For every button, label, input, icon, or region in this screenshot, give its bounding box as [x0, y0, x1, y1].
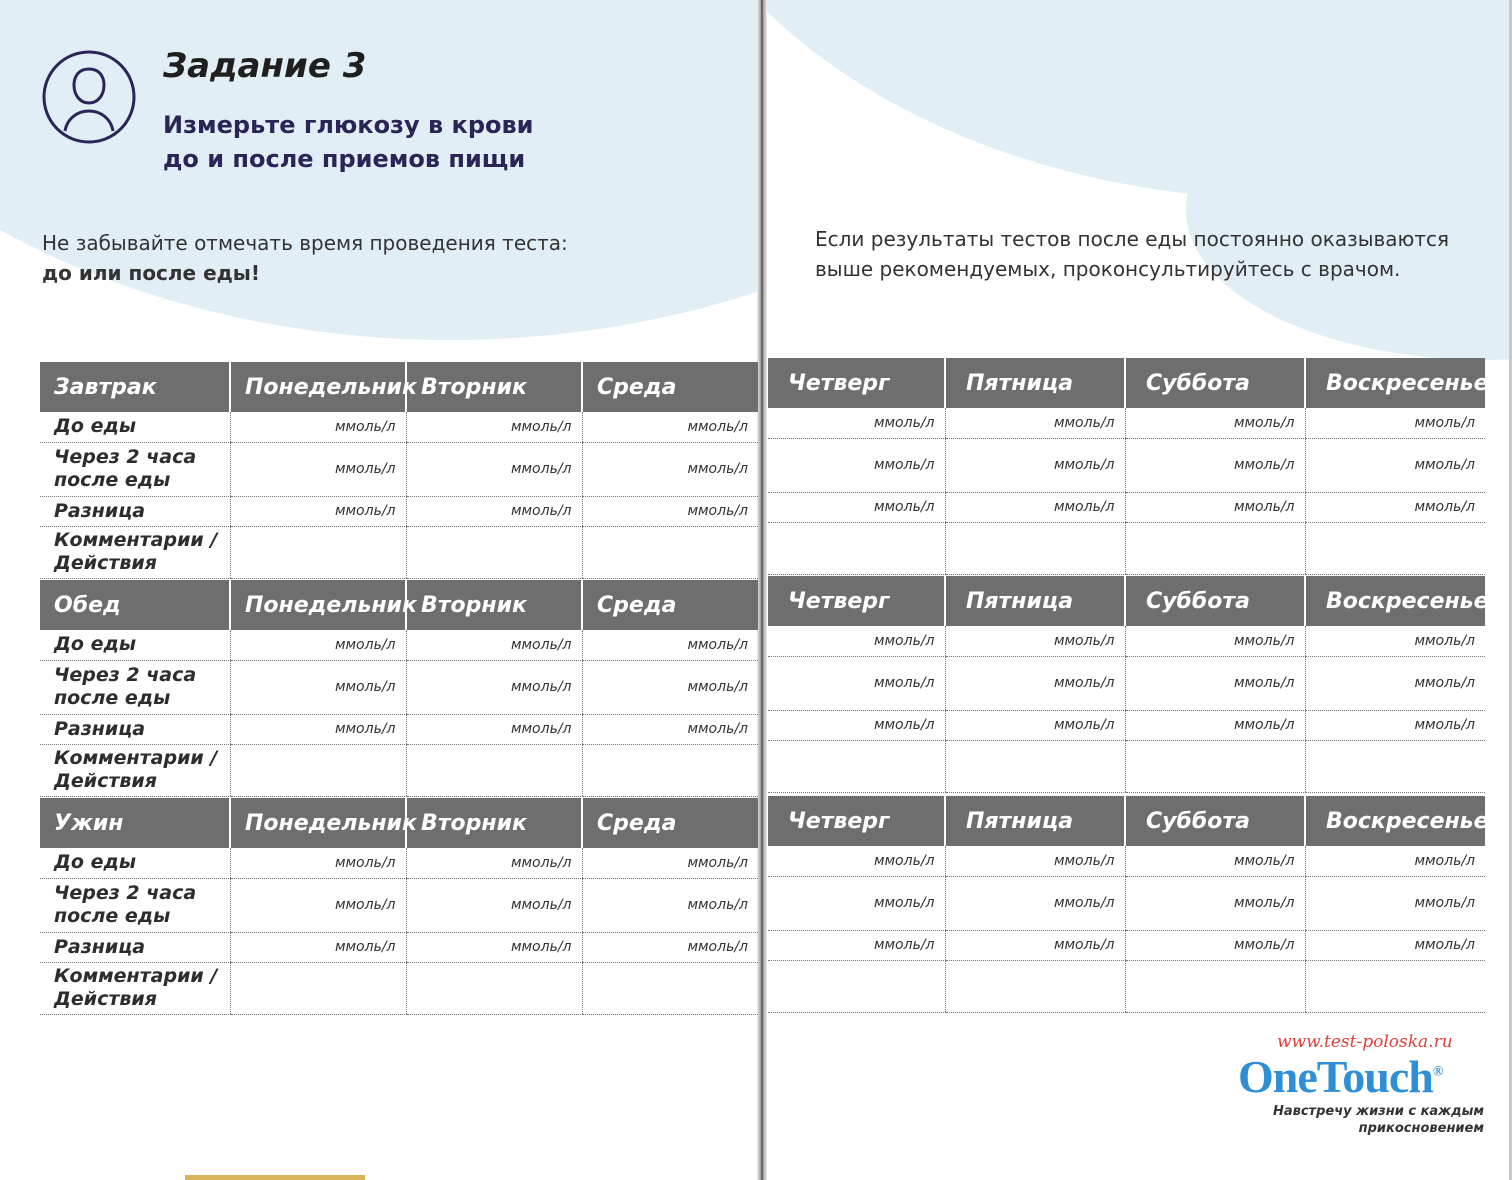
comment-entry-cell[interactable] — [945, 522, 1125, 574]
row-after-meal-label — [40, 442, 230, 496]
glucose-entry-cell[interactable]: ммоль/л — [582, 442, 758, 496]
glucose-entry-cell[interactable]: ммоль/л — [768, 626, 945, 656]
glucose-entry-cell[interactable]: ммоль/л — [945, 710, 1125, 740]
glucose-entry-cell[interactable]: ммоль/л — [406, 412, 582, 442]
glucose-entry-cell[interactable]: ммоль/л — [406, 496, 582, 526]
day-header: Суббота — [1125, 358, 1305, 408]
task-subtitle — [163, 108, 534, 176]
comment-entry-cell[interactable] — [406, 744, 582, 796]
row-after-meal-label-line-2: после еды — [54, 905, 171, 927]
table-row — [768, 930, 1485, 960]
table-header-row — [768, 358, 1485, 408]
glucose-entry-cell[interactable]: ммоль/л — [582, 932, 758, 962]
glucose-entry-cell[interactable]: ммоль/л — [768, 656, 945, 710]
table-row — [768, 710, 1485, 740]
registered-mark: ® — [1432, 1064, 1443, 1080]
day-header: Вторник — [406, 362, 582, 412]
glucose-entry-cell[interactable]: ммоль/л — [230, 630, 406, 660]
comment-entry-cell[interactable] — [768, 960, 945, 1012]
comment-entry-cell[interactable] — [945, 960, 1125, 1012]
glucose-entry-cell[interactable]: ммоль/л — [768, 710, 945, 740]
task-title: Задание 3 — [163, 46, 367, 86]
table-row — [40, 932, 758, 962]
glucose-entry-cell[interactable]: ммоль/л — [230, 878, 406, 932]
glucose-entry-cell[interactable]: ммоль/л — [230, 932, 406, 962]
book-gutter — [757, 0, 767, 1180]
comment-entry-cell[interactable] — [1305, 960, 1485, 1012]
row-before-meal-label: До еды — [40, 412, 230, 442]
subtitle-line-1: Измерьте глюкозу в крови — [163, 111, 534, 139]
day-header: Пятница — [945, 358, 1125, 408]
table-row — [40, 526, 758, 578]
meal-table-left — [40, 798, 758, 1015]
glucose-entry-cell[interactable]: ммоль/л — [1305, 846, 1485, 876]
table-header-row — [40, 362, 758, 412]
glucose-entry-cell[interactable]: ммоль/л — [230, 714, 406, 744]
table-row — [40, 744, 758, 796]
glucose-entry-cell[interactable]: ммоль/л — [1125, 492, 1305, 522]
glucose-entry-cell[interactable]: ммоль/л — [230, 660, 406, 714]
glucose-entry-cell[interactable]: ммоль/л — [945, 626, 1125, 656]
right-note-line-1: Если результаты тестов после еды постоянно оказываются — [815, 227, 1450, 251]
table-row — [768, 740, 1485, 792]
meal-table-left — [40, 580, 758, 797]
glucose-entry-cell[interactable]: ммоль/л — [945, 408, 1125, 438]
day-header: Воскресенье — [1305, 796, 1485, 846]
row-comments-label — [40, 744, 230, 796]
row-before-meal-label: До еды — [40, 630, 230, 660]
day-header: Четверг — [768, 576, 945, 626]
user-icon — [41, 49, 137, 145]
comment-entry-cell[interactable] — [406, 962, 582, 1014]
table-row — [768, 960, 1485, 1012]
glucose-entry-cell[interactable]: ммоль/л — [1305, 492, 1485, 522]
glucose-entry-cell[interactable]: ммоль/л — [582, 630, 758, 660]
tagline-line-1: Навстречу жизни с каждым — [1272, 1104, 1484, 1119]
glucose-entry-cell[interactable]: ммоль/л — [230, 496, 406, 526]
day-header: Пятница — [945, 796, 1125, 846]
glucose-entry-cell[interactable]: ммоль/л — [945, 492, 1125, 522]
table-row — [768, 876, 1485, 930]
day-header: Суббота — [1125, 576, 1305, 626]
day-header: Понедельник — [230, 362, 406, 412]
day-header: Пятница — [945, 576, 1125, 626]
glucose-entry-cell[interactable]: ммоль/л — [230, 442, 406, 496]
glucose-entry-cell[interactable]: ммоль/л — [768, 492, 945, 522]
meal-name-header: Обед — [40, 580, 230, 630]
row-after-meal-label-line-1: Через 2 часа — [54, 664, 197, 686]
row-comments-label-line-1: Комментарии / — [54, 747, 218, 769]
onetouch-logo — [1238, 1050, 1442, 1103]
glucose-entry-cell[interactable]: ммоль/л — [406, 660, 582, 714]
glucose-entry-cell[interactable]: ммоль/л — [1125, 930, 1305, 960]
glucose-entry-cell[interactable]: ммоль/л — [1305, 876, 1485, 930]
meal-table-left — [40, 362, 758, 579]
day-header: Среда — [582, 798, 758, 848]
tagline-line-2: прикосновением — [1358, 1121, 1484, 1136]
glucose-entry-cell[interactable]: ммоль/л — [1125, 408, 1305, 438]
glucose-entry-cell[interactable]: ммоль/л — [1305, 930, 1485, 960]
right-note — [815, 224, 1505, 284]
row-after-meal-label-line-1: Через 2 часа — [54, 882, 197, 904]
footer-strip — [185, 1175, 365, 1180]
right-note-line-2: выше рекомендуемых, проконсультируйтесь с врачом. — [815, 257, 1401, 281]
table-header-row — [40, 798, 758, 848]
table-header-row — [768, 576, 1485, 626]
subtitle-line-2: до и после приемов пищи — [163, 145, 526, 173]
day-header: Вторник — [406, 580, 582, 630]
day-header: Среда — [582, 580, 758, 630]
glucose-entry-cell[interactable]: ммоль/л — [768, 408, 945, 438]
row-difference-label: Разница — [40, 932, 230, 962]
glucose-entry-cell[interactable]: ммоль/л — [768, 846, 945, 876]
comment-entry-cell[interactable] — [1305, 740, 1485, 792]
left-note — [42, 228, 568, 288]
day-header: Воскресенье — [1305, 358, 1485, 408]
row-before-meal-label: До еды — [40, 848, 230, 878]
glucose-entry-cell[interactable]: ммоль/л — [406, 878, 582, 932]
day-header: Среда — [582, 362, 758, 412]
meal-name-header: Завтрак — [40, 362, 230, 412]
row-comments-label-line-1: Комментарии / — [54, 965, 218, 987]
table-row — [40, 962, 758, 1014]
glucose-entry-cell[interactable]: ммоль/л — [406, 848, 582, 878]
glucose-entry-cell[interactable]: ммоль/л — [1305, 438, 1485, 492]
table-row — [40, 630, 758, 660]
meal-name-header: Ужин — [40, 798, 230, 848]
table-row — [40, 442, 758, 496]
glucose-entry-cell[interactable]: ммоль/л — [1125, 876, 1305, 930]
glucose-entry-cell[interactable]: ммоль/л — [768, 876, 945, 930]
glucose-entry-cell[interactable]: ммоль/л — [1305, 656, 1485, 710]
table-header-row — [40, 580, 758, 630]
brand-tagline — [1273, 1103, 1484, 1137]
table-row — [40, 412, 758, 442]
glucose-entry-cell[interactable]: ммоль/л — [1125, 656, 1305, 710]
glucose-entry-cell[interactable]: ммоль/л — [1305, 626, 1485, 656]
glucose-entry-cell[interactable]: ммоль/л — [230, 848, 406, 878]
day-header: Понедельник — [230, 798, 406, 848]
glucose-entry-cell[interactable]: ммоль/л — [406, 714, 582, 744]
table-row — [40, 714, 758, 744]
comment-entry-cell[interactable] — [945, 740, 1125, 792]
row-after-meal-label-line-1: Через 2 часа — [54, 446, 197, 468]
logo-text: OneTouch — [1238, 1051, 1433, 1102]
comment-entry-cell[interactable] — [1305, 522, 1485, 574]
meal-table-right — [768, 796, 1489, 1013]
comment-entry-cell[interactable] — [230, 744, 406, 796]
glucose-entry-cell[interactable]: ммоль/л — [582, 412, 758, 442]
comment-entry-cell[interactable] — [230, 962, 406, 1014]
glucose-entry-cell[interactable]: ммоль/л — [768, 438, 945, 492]
table-row — [40, 660, 758, 714]
comment-entry-cell[interactable] — [582, 526, 758, 578]
row-after-meal-label — [40, 660, 230, 714]
website-url: www.test-poloska.ru — [1277, 1032, 1453, 1052]
day-header: Воскресенье — [1305, 576, 1485, 626]
day-header: Четверг — [768, 796, 945, 846]
glucose-entry-cell[interactable]: ммоль/л — [582, 878, 758, 932]
comment-entry-cell[interactable] — [1125, 960, 1305, 1012]
table-row — [768, 522, 1485, 574]
table-row — [768, 492, 1485, 522]
glucose-entry-cell[interactable]: ммоль/л — [582, 496, 758, 526]
glucose-entry-cell[interactable]: ммоль/л — [945, 876, 1125, 930]
table-header-row — [768, 796, 1485, 846]
comment-entry-cell[interactable] — [230, 526, 406, 578]
glucose-entry-cell[interactable]: ммоль/л — [945, 438, 1125, 492]
glucose-entry-cell[interactable]: ммоль/л — [406, 932, 582, 962]
table-row — [40, 848, 758, 878]
glucose-entry-cell[interactable]: ммоль/л — [230, 412, 406, 442]
row-comments-label — [40, 962, 230, 1014]
comment-entry-cell[interactable] — [1125, 740, 1305, 792]
table-row — [768, 846, 1485, 876]
glucose-entry-cell[interactable]: ммоль/л — [1305, 710, 1485, 740]
day-header: Суббота — [1125, 796, 1305, 846]
glucose-entry-cell[interactable]: ммоль/л — [945, 930, 1125, 960]
glucose-entry-cell[interactable]: ммоль/л — [1125, 846, 1305, 876]
comment-entry-cell[interactable] — [1125, 522, 1305, 574]
glucose-entry-cell[interactable]: ммоль/л — [768, 930, 945, 960]
glucose-entry-cell[interactable]: ммоль/л — [582, 714, 758, 744]
row-after-meal-label — [40, 878, 230, 932]
left-note-line-1: Не забывайте отмечать время проведения теста: — [42, 231, 568, 255]
glucose-entry-cell[interactable]: ммоль/л — [1125, 626, 1305, 656]
row-comments-label-line-1: Комментарии / — [54, 529, 218, 551]
table-row — [768, 656, 1485, 710]
comment-entry-cell[interactable] — [582, 962, 758, 1014]
glucose-entry-cell[interactable]: ммоль/л — [945, 846, 1125, 876]
comment-entry-cell[interactable] — [406, 526, 582, 578]
glucose-entry-cell[interactable]: ммоль/л — [582, 848, 758, 878]
glucose-entry-cell[interactable]: ммоль/л — [406, 630, 582, 660]
left-note-emphasis: до или после еды! — [42, 261, 261, 285]
glucose-entry-cell[interactable]: ммоль/л — [406, 442, 582, 496]
row-difference-label: Разница — [40, 496, 230, 526]
day-header: Вторник — [406, 798, 582, 848]
glucose-entry-cell[interactable]: ммоль/л — [945, 656, 1125, 710]
row-comments-label-line-2: Действия — [54, 770, 157, 792]
day-header: Понедельник — [230, 580, 406, 630]
row-comments-label-line-2: Действия — [54, 988, 157, 1010]
table-row — [40, 496, 758, 526]
row-difference-label: Разница — [40, 714, 230, 744]
comment-entry-cell[interactable] — [768, 740, 945, 792]
table-row — [768, 438, 1485, 492]
meal-table-right — [768, 576, 1489, 793]
table-row — [768, 626, 1485, 656]
glucose-entry-cell[interactable]: ммоль/л — [1125, 438, 1305, 492]
comment-entry-cell[interactable] — [768, 522, 945, 574]
glucose-entry-cell[interactable]: ммоль/л — [1125, 710, 1305, 740]
day-header: Четверг — [768, 358, 945, 408]
row-comments-label — [40, 526, 230, 578]
glucose-entry-cell[interactable]: ммоль/л — [582, 660, 758, 714]
row-after-meal-label-line-2: после еды — [54, 469, 171, 491]
row-comments-label-line-2: Действия — [54, 552, 157, 574]
row-after-meal-label-line-2: после еды — [54, 687, 171, 709]
left-note-line-2 — [42, 258, 568, 288]
glucose-entry-cell[interactable]: ммоль/л — [1305, 408, 1485, 438]
table-row — [768, 408, 1485, 438]
meal-table-right — [768, 358, 1489, 575]
comment-entry-cell[interactable] — [582, 744, 758, 796]
table-row — [40, 878, 758, 932]
